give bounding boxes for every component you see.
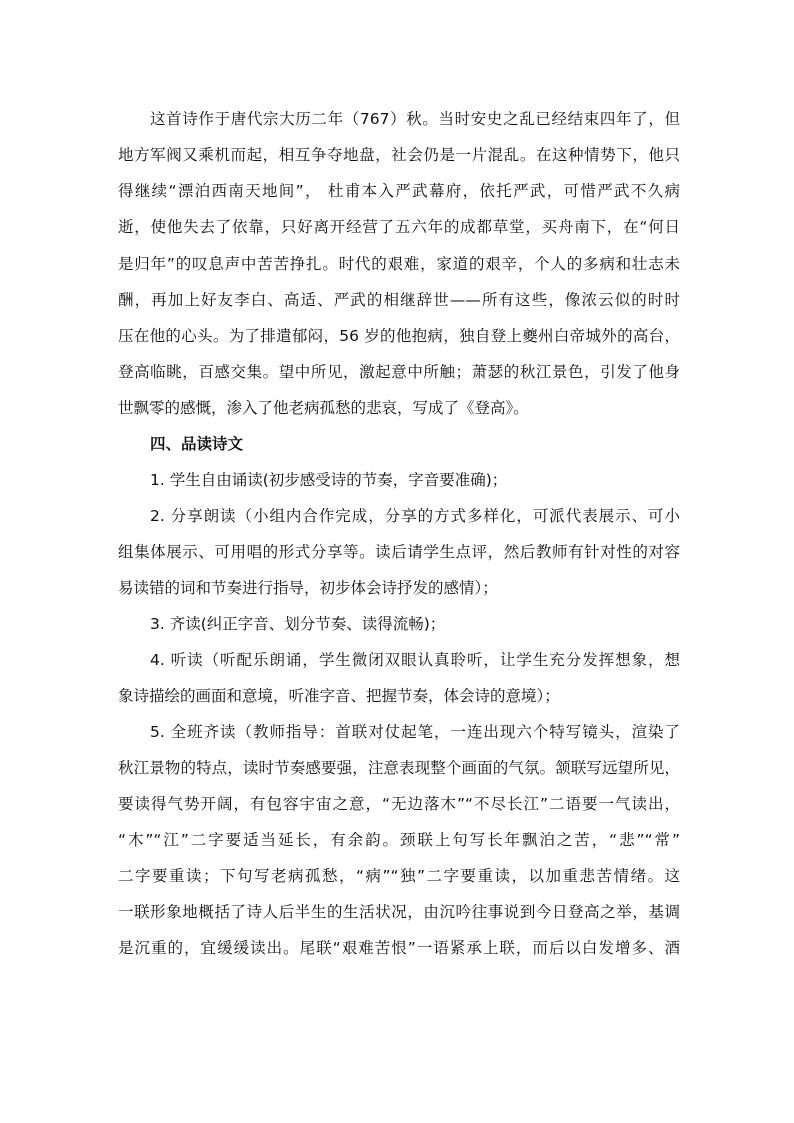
paragraph-line: 登高临眺，百感交集。望中所见，激起意中所触；萧瑟的秋江景色，引发了他身 [118, 363, 680, 381]
paragraph-line: 象诗描绘的画面和意境，听准字音、把握节奏，体会诗的意境）； [118, 687, 560, 705]
list-item: 5. 全班齐读（教师指导：首联对仗起笔，一连出现六个特写镜头，渲染了 [150, 723, 680, 741]
list-item: 2. 分享朗读（小组内合作完成，分享的方式多样化，可派代表展示、可小 [150, 507, 680, 525]
paragraph-line: 得继续“漂泊西南天地间”， 杜甫本入严武幕府，依托严武，可惜严武不久病 [118, 182, 680, 200]
paragraph-line: 逝，使他失去了依靠，只好离开经营了五六年的成都草堂，买舟南下，在“何日 [118, 218, 680, 236]
paragraph-line: 这首诗作于唐代宗大历二年（767）秋。当时安史之乱已经结束四年了，但 [150, 110, 680, 128]
paragraph-line: 酬，再加上好友李白、高适、严武的相继辞世——所有这些，像浓云似的时时 [118, 291, 680, 309]
list-item: 4. 听读（听配乐朗诵，学生微闭双眼认真聆听，让学生充分发挥想象，想 [150, 651, 680, 669]
paragraph-line: 地方军阀又乘机而起，相互争夺地盘，社会仍是一片混乱。在这种情势下，他只 [118, 146, 680, 164]
paragraph-line: 世飘零的感慨，渗入了他老病孤愁的悲哀，写成了《登高》。 [118, 399, 529, 417]
paragraph-line: 一联形象地概括了诗人后半生的生活状况，由沉吟往事说到今日登高之举，基调 [118, 903, 680, 921]
list-item: 3. 齐读(纠正字音、划分节奏、读得流畅)； [150, 615, 446, 633]
paragraph-line: 压在他的心头。为了排遣郁闷，56 岁的他抱病，独自登上夔州白帝城外的高台， [118, 327, 680, 345]
paragraph-line: 要读得气势开阔，有包容宇宙之意，“无边落木”“不尽长江”二语要一气读出， [118, 795, 680, 813]
paragraph-line: 秋江景物的特点，读时节奏感要强，注意表现整个画面的气氛。颔联写远望所见， [118, 759, 680, 777]
paragraph-line: 是沉重的，宜缓缓读出。尾联“艰难苦恨”一语紧承上联，而后以白发增多、酒 [118, 939, 680, 957]
paragraph-line: 组集体展示、可用唱的形式分享等。读后请学生点评，然后教师有针对性的对容 [118, 543, 680, 561]
paragraph-line: 易读错的词和节奏进行指导，初步体会诗抒发的感情）； [118, 579, 498, 597]
paragraph-line: 二字要重读；下句写老病孤愁，“病”“独”二字要重读，以加重悲苦情绪。这 [118, 867, 680, 885]
paragraph-line: 是归年”的叹息声中苦苦挣扎。时代的艰难，家道的艰辛，个人的多病和壮志未 [118, 255, 680, 273]
paragraph-line: “木”“江”二字要适当延长，有余韵。颈联上句写长年飘泊之苦，“悲”“常” [118, 831, 680, 849]
section-heading: 四、品读诗文 [150, 435, 244, 453]
list-item: 1. 学生自由诵读(初步感受诗的节奏，字音要准确)； [150, 471, 508, 489]
